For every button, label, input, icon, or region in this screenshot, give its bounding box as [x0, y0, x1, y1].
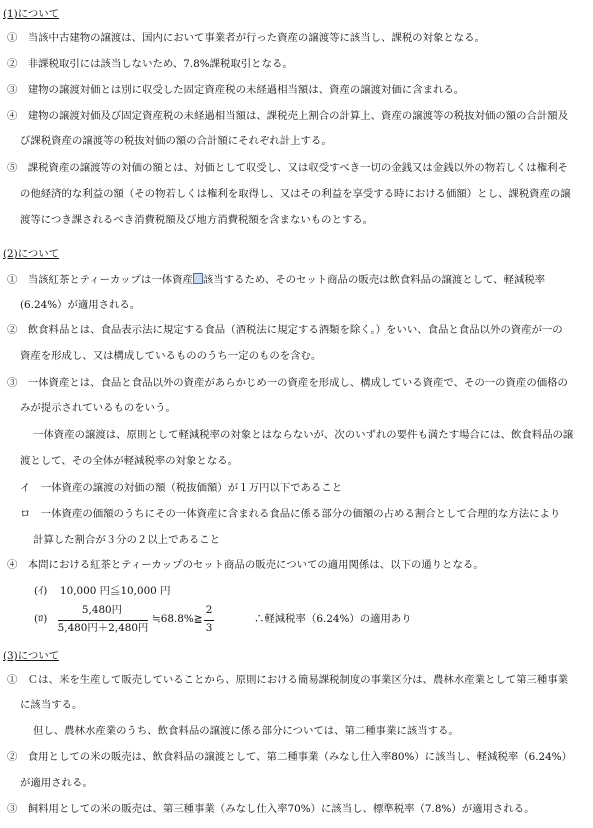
requirement-i: イ 一体資産の譲渡の対価の額（税抜価額）が１万円以下であること — [20, 482, 343, 494]
section-2-item-4: ④ 本問における紅茶とティーカップのセット商品の販売についての適用関係は、以下の通りとなる。 — [7, 559, 484, 571]
section-3-item-1-line-3: 但し、農林水産業のうち、飲食料品の譲渡に係る部分については、第二種事業に該当する。 — [33, 725, 459, 737]
requirement-ro-line-1: ロ 一体資産の価額のうちにその一体資産に含まれる食品に係る部分の価額の占める割合として合理的な方法により — [20, 508, 561, 520]
requirement-ro-line-2: 計算した割合が３分の２以上であること — [33, 534, 221, 546]
image-placeholder-icon — [193, 273, 203, 284]
section-2-item-1-text-b: 該当するため、そのセット商品の販売は飲食料品の譲渡として、軽減税率 — [202, 274, 546, 286]
section-1-item-2: ② 非課税取引には該当しないため、7.8%課税取引となる。 — [7, 58, 293, 70]
section-3-item-2-line-2: が適用される。 — [20, 777, 93, 789]
approx-ratio: ≒68.8%≧ — [152, 613, 203, 625]
calc-i-label: (ｲ) — [34, 585, 48, 597]
calc-ro-label: (ﾛ) — [34, 613, 48, 625]
section-3-item-3: ③ 飼料用としての米の販売は、第三種事業（みなし仕入率70%）に該当し、標準税率（7.8%）が適用される。 — [7, 803, 535, 815]
section-2-item-3-line-2: みが提示されているものをいう。 — [20, 402, 176, 414]
section-2-item-3-line-3: 一体資産の譲渡は、原則として軽減税率の対象とはならないが、次のいずれの要件も満たす場合には、飲食料品の譲 — [33, 429, 574, 441]
section-2-item-3-line-4: 渡として、その全体が軽減税率の対象となる。 — [20, 455, 238, 467]
section-1-item-4-line-1: ④ 建物の譲渡対価及び固定資産税の未経過相当額は、課税売上割合の計算上、資産の譲渡等の税抜対価の額の合計額及 — [7, 110, 569, 122]
section-1-item-5-line-3: 渡等につき課されるべき消費税額及び地方消費税額を含まないものとする。 — [20, 214, 374, 226]
calc-conclusion: ∴軽減税率（6.24%）の適用あり — [254, 613, 412, 625]
section-1-item-4-line-2: び課税資産の譲渡等の税抜対価の額の合計額にそれぞれ計上する。 — [20, 135, 332, 147]
section-3-item-1-line-1: ① Ｃは、米を生産して販売していることから、原則における簡易課税制度の事業区分は、農林水産業として第三種事業 — [7, 674, 569, 686]
section-2-item-1-line-2: (6.24%）が適用される。 — [20, 299, 141, 311]
fraction-numerator: 5,480円 — [81, 604, 123, 616]
two-thirds-numerator: 2 — [205, 604, 213, 616]
section-2-heading: (2)について — [3, 248, 60, 260]
section-2-item-1-line-1 — [7, 272, 545, 288]
section-2-item-2-line-1: ② 飲食料品とは、食品表示法に規定する食品（酒税法に規定する酒類を除く。）をいい、食品と食品以外の資産が一の — [7, 324, 563, 336]
section-1-item-5-line-1: ⑤ 課税資産の譲渡等の対価の額とは、対価として収受し、又は収受すべき一切の金銭又は金銭以外の物若しくは権利そ — [7, 162, 568, 174]
section-3-item-1-line-2: に該当する。 — [20, 699, 83, 711]
fraction-denominator: 5,480円＋2,480円 — [57, 622, 149, 634]
section-2-item-1-text-a: ① 当該紅茶とティーカップは一体資産 — [7, 274, 193, 286]
section-1-item-1: ① 当該中古建物の譲渡は、国内において事業者が行った資産の譲渡等に該当し、課税の対象となる。 — [7, 32, 485, 44]
section-2-item-2-line-2: 資産を形成し、又は構成しているもののうち一定のものを含む。 — [20, 350, 322, 362]
two-thirds-denominator: 3 — [205, 622, 213, 634]
section-3-heading: (3)について — [3, 650, 60, 662]
calc-i-value: 10,000 円≦10,000 円 — [60, 585, 171, 597]
section-1-item-3: ③ 建物の譲渡対価とは別に収受した固定資産税の未経過相当額は、資産の譲渡対価に含まれる。 — [7, 84, 465, 96]
section-1-item-5-line-2: の他経済的な利益の額（その物若しくは権利を取得し、又はその利益を享受する時における価額）とし、課税資産の譲 — [20, 188, 571, 200]
section-3-item-2-line-1: ② 食用としての米の販売は、飲食料品の譲渡として、第二種事業（みなし仕入率80%）に該当し、軽減税率（6.24%） — [7, 751, 573, 763]
section-2-item-3-line-1: ③ 一体資産とは、食品と食品以外の資産があらかじめ一の資産を形成し、構成している資産で、その一の資産の価格の — [7, 377, 568, 389]
section-1-heading: (1)について — [3, 8, 60, 20]
